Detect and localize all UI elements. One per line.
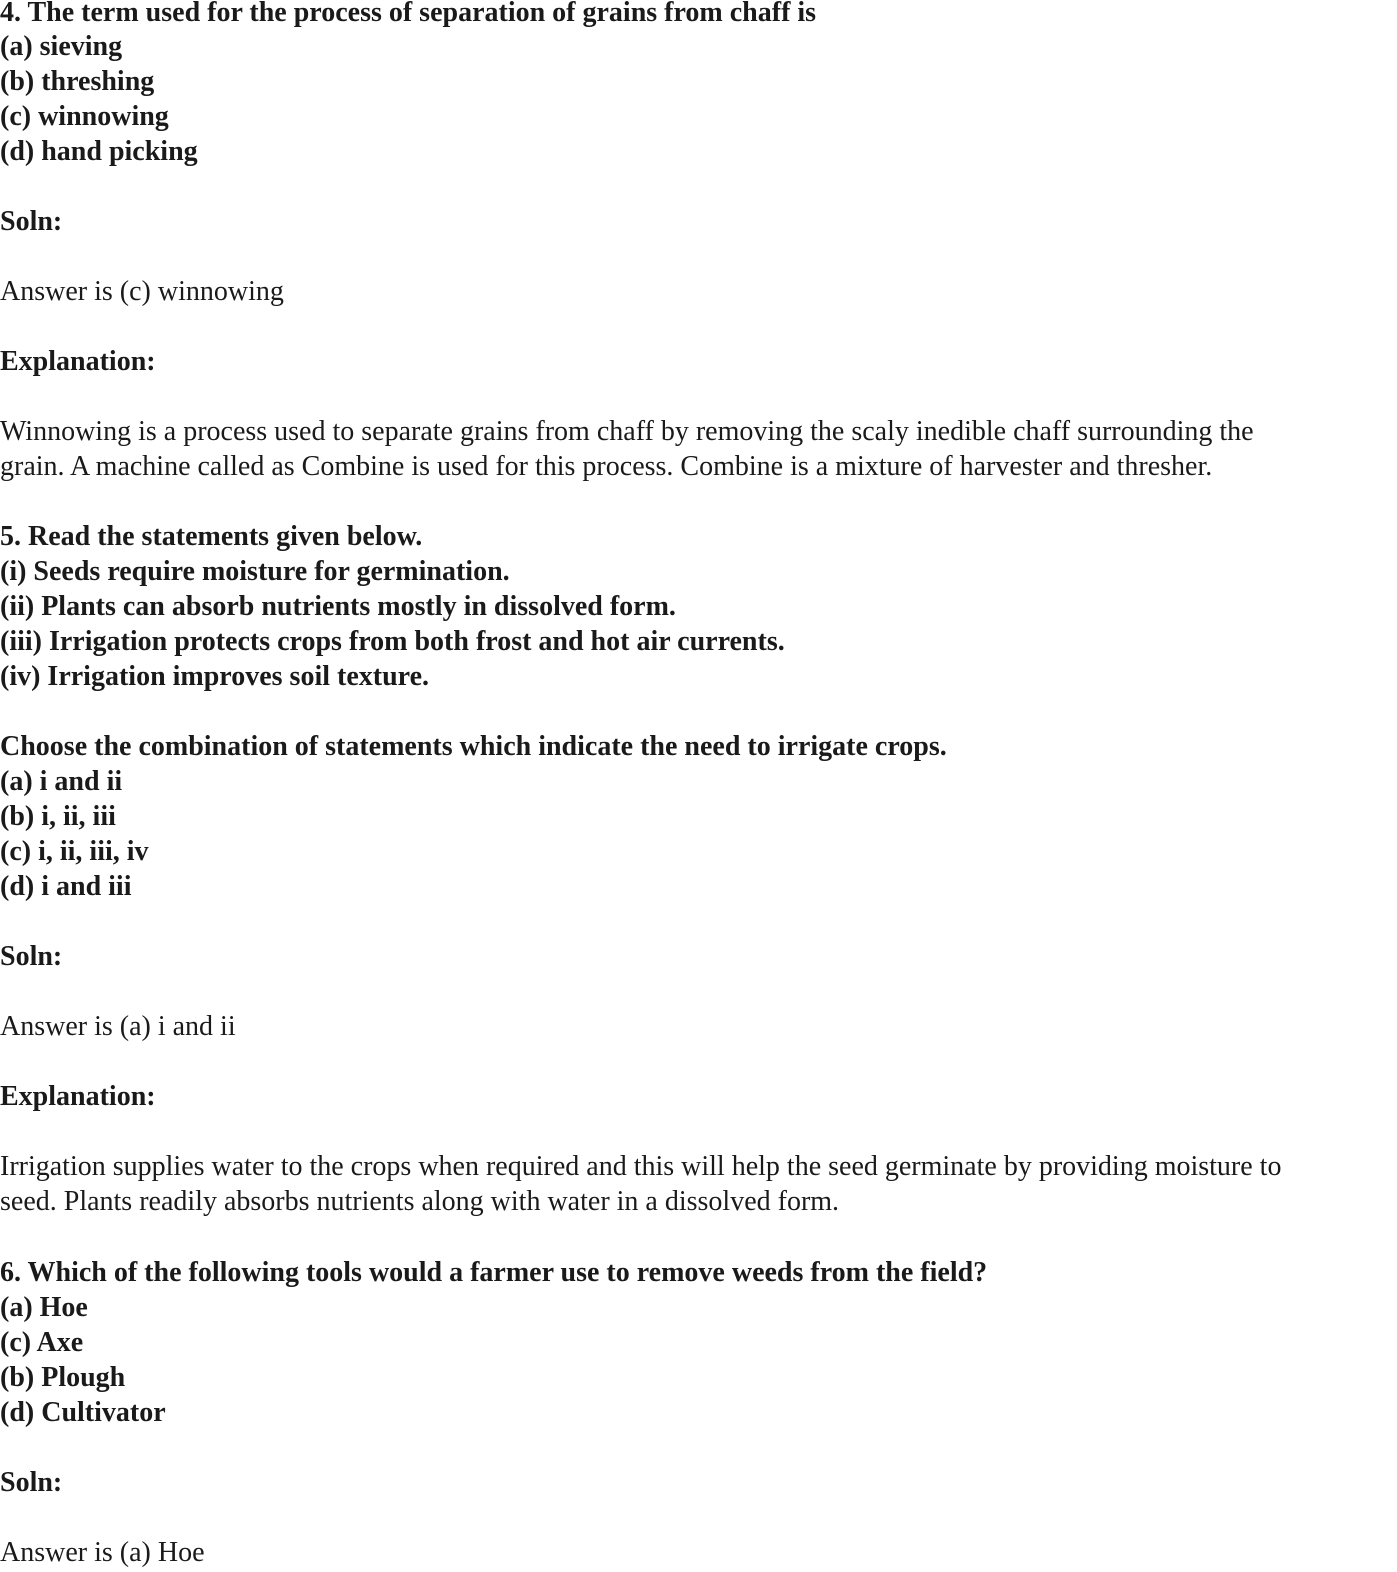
q5-explanation-label: Explanation: xyxy=(0,1081,156,1112)
q5-explanation-line-2: seed. Plants readily absorbs nutrients along with water in a dissolved form. xyxy=(0,1186,840,1217)
q4-soln-label: Soln: xyxy=(0,206,63,237)
q4-option-b: (b) threshing xyxy=(0,66,155,97)
q5-option-a: (a) i and ii xyxy=(0,766,123,797)
q6-option-a: (a) Hoe xyxy=(0,1292,88,1323)
q5-soln-label: Soln: xyxy=(0,941,63,972)
q5-prompt: Choose the combination of statements which indicate the need to irrigate crops. xyxy=(0,731,947,762)
q5-explanation-line-1: Irrigation supplies water to the crops when required and this will help the seed germinate by providing moisture to xyxy=(0,1151,1282,1182)
q6-option-c: (c) Axe xyxy=(0,1327,84,1358)
q5-statement-ii: (ii) Plants can absorb nutrients mostly in dissolved form. xyxy=(0,591,676,622)
q5-answer: Answer is (a) i and ii xyxy=(0,1011,236,1042)
q4-explanation-label: Explanation: xyxy=(0,346,156,377)
q6-option-d: (d) Cultivator xyxy=(0,1397,166,1428)
q4-option-c: (c) winnowing xyxy=(0,101,169,132)
q4-explanation-line-1: Winnowing is a process used to separate grains from chaff by removing the scaly inedible chaff surrounding the xyxy=(0,416,1254,447)
q5-statement-iv: (iv) Irrigation improves soil texture. xyxy=(0,661,430,692)
q4-option-d: (d) hand picking xyxy=(0,136,198,167)
q6-answer: Answer is (a) Hoe xyxy=(0,1537,205,1568)
q6-question: 6. Which of the following tools would a farmer use to remove weeds from the field? xyxy=(0,1257,988,1288)
q4-answer: Answer is (c) winnowing xyxy=(0,276,284,307)
q5-statement-i: (i) Seeds require moisture for germination. xyxy=(0,556,510,587)
q5-question: 5. Read the statements given below. xyxy=(0,521,423,552)
q6-soln-label: Soln: xyxy=(0,1467,63,1498)
q4-option-a: (a) sieving xyxy=(0,31,123,62)
q5-statement-iii: (iii) Irrigation protects crops from both frost and hot air currents. xyxy=(0,626,785,657)
q5-option-d: (d) i and iii xyxy=(0,871,132,902)
q5-option-c: (c) i, ii, iii, iv xyxy=(0,836,149,867)
q6-option-b: (b) Plough xyxy=(0,1362,126,1393)
q4-explanation-line-2: grain. A machine called as Combine is used for this process. Combine is a mixture of harvester and thresher. xyxy=(0,451,1213,482)
q5-option-b: (b) i, ii, iii xyxy=(0,801,116,832)
q4-question: 4. The term used for the process of separation of grains from chaff is xyxy=(0,0,817,28)
